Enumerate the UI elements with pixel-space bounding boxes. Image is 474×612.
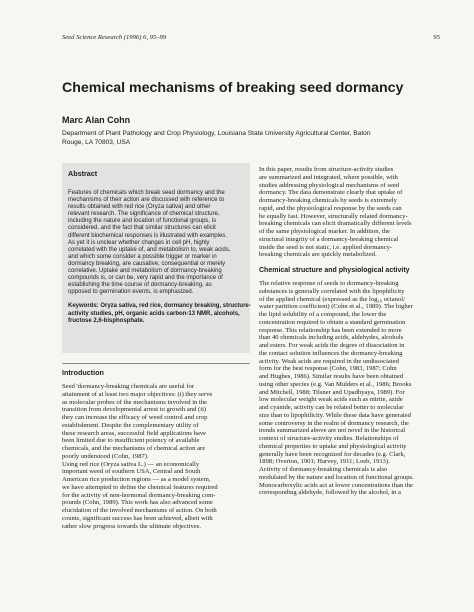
introduction-line: counts, significant success has been achieved, albeit with <box>62 514 213 522</box>
paragraph-line: of the same physiological marker. In addition, the <box>259 228 390 235</box>
paragraph-line: inside the seed is not static, i.e. applied dormancy- <box>259 243 393 251</box>
paragraph-line: 1898; Overton, 1901; Harvey, 1911; Loeb, 1913). <box>259 458 390 466</box>
abstract-line: considered, and the fact that similar structures can elicit <box>68 225 216 232</box>
paragraph-line: dormancy-breaking chemicals by seeds is extremely <box>259 197 397 204</box>
paragraph-line: form for the best response (Cohn, 1983, 1987; Cohn <box>259 365 397 373</box>
abstract-line: compounds is, or can be, very rapid and the importance of <box>68 275 223 282</box>
keywords-line: fructose 2,6-bisphosphate. <box>68 317 145 324</box>
paragraph-line: of the applied chemical (expressed as the log₁₀ octanol/ <box>259 295 405 303</box>
introduction-line: establishment. Despite the complementary utility of <box>62 421 199 429</box>
introduction-line: poorly understood (Cohn, 1987). <box>62 452 149 460</box>
paragraph-line: and esters. For weak acids the degree of dissociation in <box>259 342 405 349</box>
paragraph-line: In this paper, results from structure-activity studies <box>259 166 394 173</box>
page-number: 95 <box>433 34 440 41</box>
paragraph-line: some controversy in the realm of dormancy research, the <box>259 419 409 427</box>
paragraph-line: are summarized and integrated, where possible, with <box>259 173 398 181</box>
paragraph-line: dormancy. The data demonstrate clearly that uptake of <box>259 189 403 197</box>
right-intro-text <box>259 166 449 259</box>
paragraph-line: water partition coefficient) (Cohn et al., 1989). The higher <box>259 303 413 311</box>
keywords-line: activity studies, pH, organic acids carbon-13 NMR, alcohols, <box>68 310 240 317</box>
structure-section-text <box>259 280 449 497</box>
author-affiliation <box>62 130 412 147</box>
introduction-line: Using red rice (Oryza sativa L.) — an economically <box>62 460 200 468</box>
right-column <box>259 163 449 497</box>
article-title: Chemical mechanisms of breaking seed dormancy <box>62 80 404 96</box>
affiliation-line: Department of Plant Pathology and Crop Physiology, Louisiana State University Agricultural Center, Baton <box>62 130 371 137</box>
keywords <box>68 303 251 324</box>
abstract-text <box>68 190 244 296</box>
paragraph-line: context of structure-activity studies. Relationships of <box>259 435 399 442</box>
paragraph-line: generally have been recognized for decades (e.g. Clark, <box>259 450 406 458</box>
abstract-line: As yet it is unclear whether changes in cell pH, highly <box>68 239 210 246</box>
abstract-line: dormancy breaking, are causative, consequential or merely <box>68 260 226 267</box>
paragraph-line: low molecular weight weak acids such as nitrite, azide <box>259 396 403 404</box>
introduction-line: for the activity of non-hormonal dormancy-breaking com- <box>62 491 216 499</box>
abstract-line: mechanisms of their action are discussed with reference to <box>68 197 225 204</box>
abstract-line: results obtained with red rice (Oryza sativa) and other <box>68 204 211 211</box>
section-heading-structure: Chemical structure and physiological activity <box>259 267 410 274</box>
paragraph-line: and Hughes, 1986). Similar results have been obtained <box>259 373 404 380</box>
author-name: Marc Alan Cohn <box>62 115 131 125</box>
paragraph-line: breaking chemicals can elicit dramatically different levels <box>259 220 412 228</box>
paragraph-line: rapid, and the physiological response by the seeds can <box>259 204 402 212</box>
abstract-heading: Abstract <box>68 169 98 178</box>
paragraph-line: the contact solution influences the dormancy-breaking <box>259 349 403 357</box>
running-head: Seed Science Research (1996) 6, 95–99 <box>62 34 167 41</box>
paragraph-line: the lipid solubility of a compound, the lower the <box>259 311 387 318</box>
introduction-heading: Introduction <box>62 363 250 377</box>
introduction-text <box>62 383 250 530</box>
paragraph-line: be equally fast. However, structurally related dormancy- <box>259 212 408 220</box>
introduction-line: important weed of southern USA, Central and South <box>62 468 201 476</box>
paragraph-line: size than to lipophilicity. While these data have generated <box>259 411 411 419</box>
paragraph-line: Activity of dormancy-breaking chemicals is also <box>259 466 388 473</box>
abstract-line: including the nature and location of functional groups, is <box>68 218 217 225</box>
paragraph-line: and cyanide, activity can be related better to molecular <box>259 404 404 411</box>
paragraph-line: corresponding aldehyde, followed by the alcohol, in a <box>259 489 401 497</box>
abstract-line: correlated with the uptake of, and metabolism to, weak acids, <box>68 246 231 253</box>
introduction-line: rather slow progress towards the ultimate objectives. <box>62 522 201 530</box>
paragraph-line: response. This relationship has been extended to more <box>259 326 402 334</box>
abstract-line: different biochemical responses is illustrated with examples. <box>68 232 227 239</box>
paragraph-line: trends summarized above are not novel in the historical <box>259 427 406 435</box>
paragraph-line: studies addressing physiological mechanisms of seed <box>259 181 400 189</box>
introduction-line: been limited due to insufficient potency of available <box>62 437 200 445</box>
keywords-line: Keywords: Oryza sativa, red rice, dormancy breaking, structure- <box>68 303 251 310</box>
introduction-line: chemicals, and the mechanisms of chemical action are <box>62 445 206 452</box>
abstract-line: opposed to germination events, is emphasized. <box>68 289 194 296</box>
left-column <box>62 163 250 530</box>
introduction-line: attainment of at least two major objectives: (i) they serve <box>62 390 213 398</box>
introduction-line: elucidation of the involved mechanisms of action. On both <box>62 507 217 514</box>
paragraph-line: The relative response of seeds to dormancy-breaking <box>259 280 399 287</box>
introduction-line: as molecular probes of the mechanisms involved in the <box>62 398 208 406</box>
introduction-line: American rice production regions — as a model system, <box>62 476 211 483</box>
abstract-line: correlative. Uptake and metabolism of dormancy-breaking <box>68 268 222 275</box>
abstract-box <box>62 163 250 353</box>
paragraph-line: Monocarboxylic acids act at lower concentrations than the <box>259 481 413 489</box>
introduction-line: Seed 'dormancy-breaking chemicals are useful for <box>62 383 195 390</box>
paragraph-line: concentration required to obtain a standard germination <box>259 318 406 326</box>
introduction-line: they can increase the efficacy of weed control and crop <box>62 414 208 421</box>
abstract-line: and which some consider a possible trigger or marker in <box>68 253 217 260</box>
introduction-line: pounds (Cohn, 1989). This work has also advanced some <box>62 499 213 507</box>
introduction-line: we have attempted to define the chemical features required <box>62 483 218 491</box>
paragraph-line: than 40 chemicals including acids, aldehydes, alcohols <box>259 334 404 342</box>
abstract-line: establishing the time course of dormancy-breaking, as <box>68 282 212 289</box>
paragraph-line: chemical properties to uptake and physiological activity <box>259 442 407 450</box>
paragraph-line: breaking chemicals are quickly metabolized. <box>259 251 377 259</box>
paragraph-line: activity. Weak acids are required in the undissociated <box>259 357 399 365</box>
introduction-line: these research areas, successful field applications have <box>62 429 207 437</box>
abstract-line: relevant research. The significance of chemical structure, <box>68 211 220 218</box>
paragraph-line: structural integrity of a dormancy-breaking chemical <box>259 235 399 243</box>
paragraph-line: and Mitchell, 1988; Tilsner and Upadhyaya, 1989). For <box>259 388 405 396</box>
paragraph-line: modulated by the nature and location of functional groups. <box>259 473 414 481</box>
introduction-line: transition from developmental arrest to growth and (ii) <box>62 406 207 414</box>
abstract-line: Features of chemicals which break seed dormancy and the <box>68 190 225 196</box>
affiliation-line: Rouge, LA 70803, USA <box>62 138 131 146</box>
paragraph-line: substances is generally correlated with the lipophilicity <box>259 287 405 295</box>
paragraph-line: using other species (e.g. Van Mulders et al., 1986; Brooks <box>259 380 412 388</box>
